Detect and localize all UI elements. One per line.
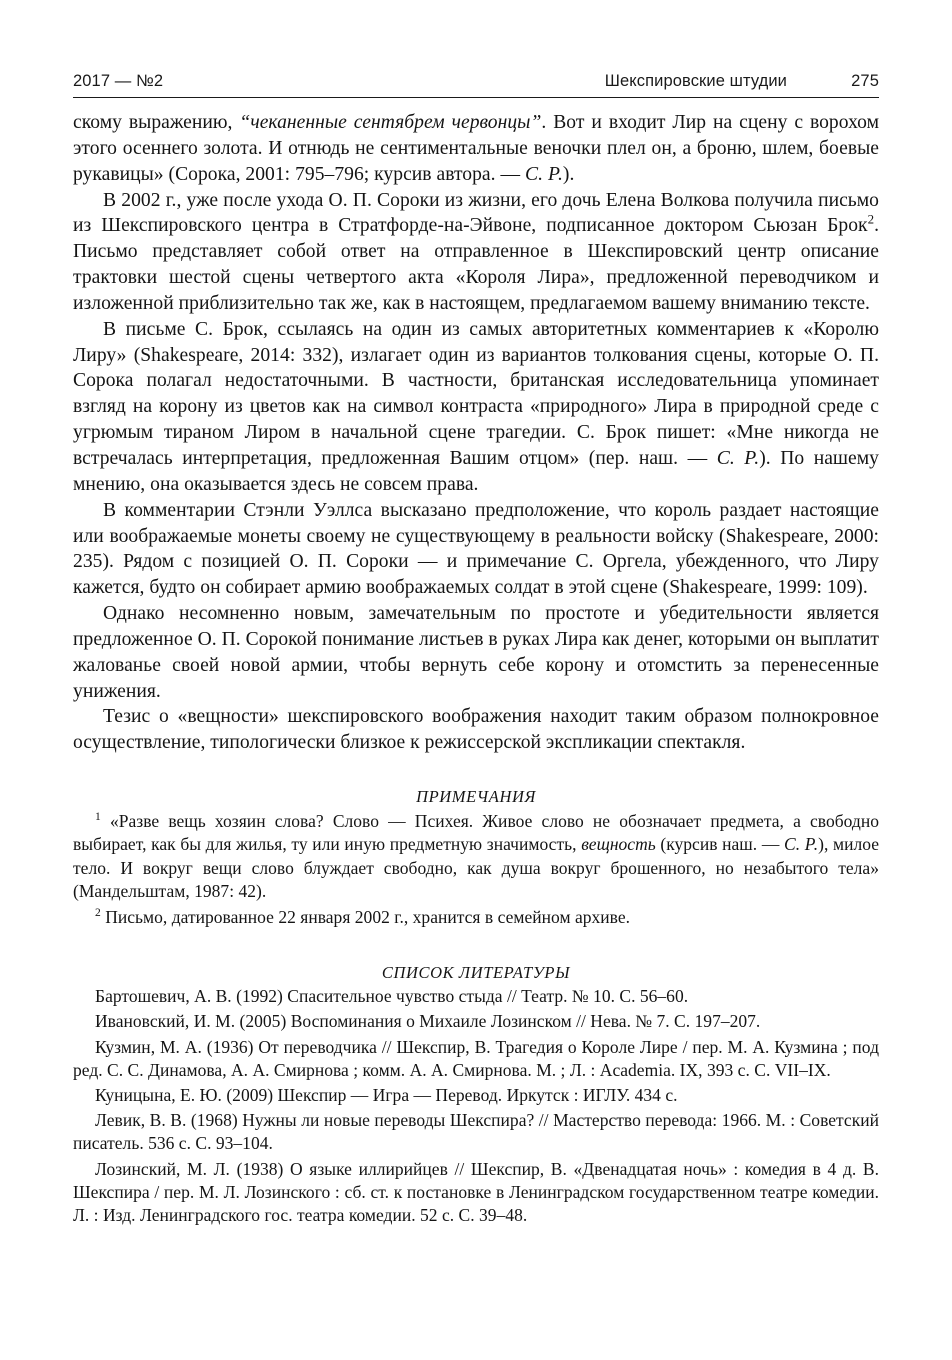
italic-run: “чеканенные сентябрем червонцы”	[239, 112, 542, 133]
notes-heading: ПРИМЕЧАНИЯ	[416, 787, 536, 807]
body-paragraph	[73, 188, 879, 317]
footnote-marker: 2	[95, 907, 101, 920]
italic-run: С. Р.	[716, 447, 760, 469]
text-run: В комментарии Стэнли Уэллса высказано предположение, что король раздает настоящие или воображаемые монеты своему не существующему в реальности войску (Shakespeare, 2000: 235). Рядом с позицией О. П. Сороки — и примечание С. Оргела, убежденного, что Лиру кажется, будто он собирает армию воображаемых солдат в этой сцене (Shakespeare, 1999: 109).	[73, 499, 879, 599]
text-run: «Разве вещь хозяин слова? Слово — Психея. Живое слово не обозначает предмета, а свободно выбирает, как бы для жилья, ту или иную предметную значимость,	[73, 811, 879, 855]
text-run: ).	[562, 163, 575, 185]
body-paragraph	[73, 110, 879, 188]
text-run: В 2002 г., уже после ухода О. П. Сороки из жизни, его дочь Елена Волкова получила письмо из Шекспировского центра в Стратфорде-на-Эйвоне, подписанное доктором Сьюзан Брок	[73, 189, 879, 237]
footnote-marker: 1	[95, 811, 101, 824]
references-heading: СПИСОК ЛИТЕРАТУРЫ	[381, 963, 571, 983]
text-run: . Письмо представляет собой ответ на отправленное в Шекспировский центр описание трактовки шестой сцены четвертого акта «Короля Лира», предложенной переводчиком и изложенной приблизительно так же, как в настоящем, предлагаемом вашему вниманию тексте.	[73, 215, 879, 314]
reference-entry: Бартошевич, А. В. (1992) Спасительное чувство стыда // Театр. № 10. С. 56–60.	[95, 986, 689, 1007]
body-paragraph	[73, 317, 879, 498]
italic-run: С. Р.	[525, 163, 563, 185]
text-run: Однако несомненно новым, замечательным по простоте и убедительности является предложенное О. П. Сорокой понимание листьев в руках Лира как денег, которыми он выплатит жалованье своей новой армии, чтобы вернуть себе корону и отомстить за перенесенные унижения.	[73, 603, 879, 702]
notes-list	[73, 807, 879, 929]
references-list	[73, 983, 879, 1227]
italic-run: С. Р.	[784, 834, 819, 855]
footnote	[73, 903, 879, 929]
text-run: Письмо, датированное 22 января 2002 г., хранится в семейном архиве.	[105, 906, 631, 927]
running-head-journal-title: Шекспировские штудии	[604, 72, 787, 90]
text-run: ). По нашему мнению, она оказывается здесь не совсем права.	[73, 447, 879, 495]
italic-run: вещность	[581, 834, 656, 855]
body-paragraph	[73, 704, 879, 756]
body-paragraph	[73, 601, 879, 704]
footnote	[73, 807, 879, 903]
reference-entry: Куницына, Е. Ю. (2009) Шекспир — Игра — Перевод. Иркутск : ИГЛУ. 434 с.	[95, 1084, 678, 1105]
running-head	[73, 72, 879, 98]
footnote-reference-marker: 2	[867, 211, 875, 227]
page-number: 275	[851, 72, 879, 90]
text-run: ), милое тело. И вокруг вещи слово блуждает свободно, как душа вокруг брошенного, но незабытого тела» (Мандельштам, 1987: 42).	[73, 834, 879, 901]
body-paragraph-list	[73, 110, 879, 756]
reference-entry: Кузмин, М. А. (1936) От переводчика // Шекспир, В. Трагедия о Короле Лире / пер. М. А. Кузмина ; под ред. С. С. Динамова, А. А. Смирнова ; комм. А. А. Смирнова. М. ; Л. : Academia. IX, 393 с. С. VII–IX.	[73, 1036, 879, 1080]
text-run: скому выражению,	[73, 112, 240, 133]
text-run: Тезис о «вещности» шекспировского воображения находит таким образом полнокровное осуществление, типологически близкое к режиссерской экспликации спектакля.	[73, 706, 879, 754]
body-paragraph	[73, 498, 879, 601]
text-run: (курсив наш. —	[655, 834, 785, 855]
reference-entry: Лозинский, М. Л. (1938) О языке иллирийцев // Шекспир, В. «Двенадцатая ночь» : комедия в 4 д. В. Шекспира / пер. М. Л. Лозинского : сб. ст. к постановке в Ленинградском государственном театре комедии. Л. : Изд. Ленинградского гос. театра комедии. 52 с. С. 39–48.	[73, 1158, 879, 1225]
reference-entry: Ивановский, И. М. (2005) Воспоминания о Михаиле Лозинском // Нева. № 7. С. 197–207.	[95, 1011, 761, 1032]
reference-entry: Левик, В. В. (1968) Нужны ли новые переводы Шекспира? // Мастерство перевода: 1966. М. : Советский писатель. 536 с. С. 93–104.	[73, 1110, 879, 1154]
running-head-issue: 2017 — №2	[73, 72, 164, 90]
text-run: . Вот и входит Лир на сцену с ворохом этого осеннего золота. И отнюдь не сентиментальные веночки плел он, а броню, шлем, боевые рукавицы» (Сорока, 2001: 795–796; курсив автора. —	[73, 112, 879, 185]
main-text-column	[73, 110, 879, 1227]
text-run: В письме С. Брок, ссылаясь на один из самых авторитетных комментариев к «Королю Лиру» (Shakespeare, 2014: 332), излагает один из вариантов толкования сцены, которые О. П. Сорока полагал недостаточными. В частности, британская исследовательница упоминает взгляд на корону из цветов как на символ контраста «природного» Лира в природной среде с угрюмым тираном Лиром в начальной сцене трагедии. С. Брок пишет: «Мне никогда не встречалась интерпретация, предложенная Вашим отцом» (пер. наш. —	[73, 318, 879, 469]
